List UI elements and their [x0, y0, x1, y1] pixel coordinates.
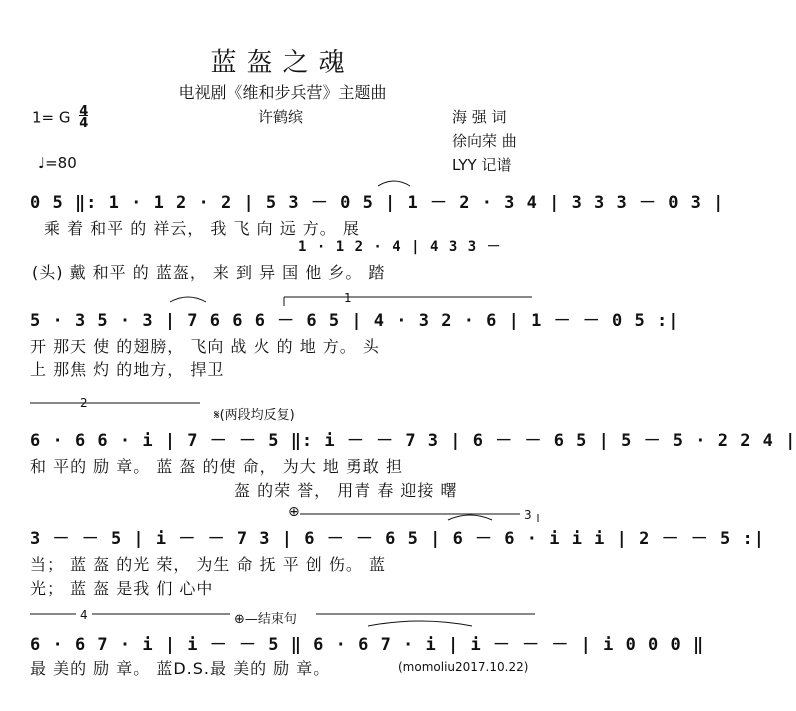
line3-notes: 6 · 6 6 · i | 7 － － 5 ‖: i － － 7 3 | 6 － － 6 5 | 5 － 5 · 2 2 4 |: [30, 431, 796, 451]
quarter-note-icon: ♩: [38, 154, 46, 172]
slur-line4: [448, 515, 492, 520]
line2-lyric1: 开 那天 使 的翅膀， 飞向 战 火 的 地 方。 头: [30, 337, 380, 356]
line4-notes: 3 － － 5 | i － － 7 3 | 6 － － 6 5 | 6 － 6 · i i i | 2 － － 5 :|: [30, 529, 765, 549]
line5-notes: 6 · 6 7 · i | i － － 5 ‖ 6 · 6 7 · i | i － － － | i 0 0 0 ‖: [30, 635, 705, 655]
slur-line5: [368, 621, 472, 626]
line2-lyric2: 上 那焦 灼 的地方， 捍卫: [30, 360, 225, 379]
line5-volta-number: 4: [80, 608, 88, 622]
line2-notes: 5 · 3 5 · 3 | 7 6 6 6 － 6 5 | 4 · 3 2 · 6 | 1 － － 0 5 :|: [30, 311, 680, 331]
line1-alt-notes: 1 · 1 2 · 4 | 4 3 3 －: [298, 239, 502, 255]
line1-lyric2: (头) 戴 和平 的 蓝盔， 来 到 异 国 他 乡。 踏: [32, 263, 386, 282]
singer: 许鹤缤: [258, 108, 304, 126]
time-bottom: 4: [79, 116, 89, 131]
line4-lyric2: 光； 蓝 盔 是我 们 心中: [30, 579, 214, 598]
line1-lyric1: 乘 着 和平 的 祥云， 我 飞 向 远 方。 展: [44, 219, 360, 238]
time-top: 4: [79, 104, 89, 119]
line3-lyric2: 盔 的荣 誉， 用青 春 迎接 曙: [234, 481, 458, 500]
line5-lyric1: 最 美的 励 章。 蓝D.S.最 美的 励 章。: [30, 659, 331, 678]
tempo-value: =80: [45, 154, 77, 172]
notation-credit: LYY 记谱: [452, 156, 512, 174]
line2-volta-number: 1: [344, 291, 352, 305]
slur-line2: [170, 297, 206, 302]
line3-lyric1: 和 平的 励 章。 蓝 盔 的使 命， 为大 地 勇敢 担: [30, 457, 403, 476]
coda-ending-label: ⊕—结束句: [234, 612, 297, 627]
line4-volta-number: 3: [524, 508, 532, 522]
composer: 徐向荣 曲: [452, 132, 517, 150]
slur-line1: [378, 181, 410, 186]
song-subtitle: 电视剧《维和步兵营》主题曲: [178, 83, 387, 102]
song-title: 蓝盔之魂: [210, 48, 355, 78]
line1-notes: 0 5 ‖: 1 · 1 2 · 2 | 5 3 － 0 5 | 1 － 2 · 3 4 | 3 3 3 － 0 3 |: [30, 193, 725, 213]
coda-sign: ⊕: [288, 504, 300, 520]
line3-volta-number: 2: [80, 396, 88, 410]
key-label: 1= G: [32, 108, 71, 127]
line4-lyric1: 当； 蓝 盔 的光 荣， 为生 命 抚 平 创 伤。 蓝: [30, 555, 386, 574]
transcription-credit: (momoliu2017.10.22): [398, 660, 529, 674]
segno-sign: 𝄋(两段均反复): [214, 408, 295, 423]
lyricist: 海 强 词: [452, 108, 507, 126]
